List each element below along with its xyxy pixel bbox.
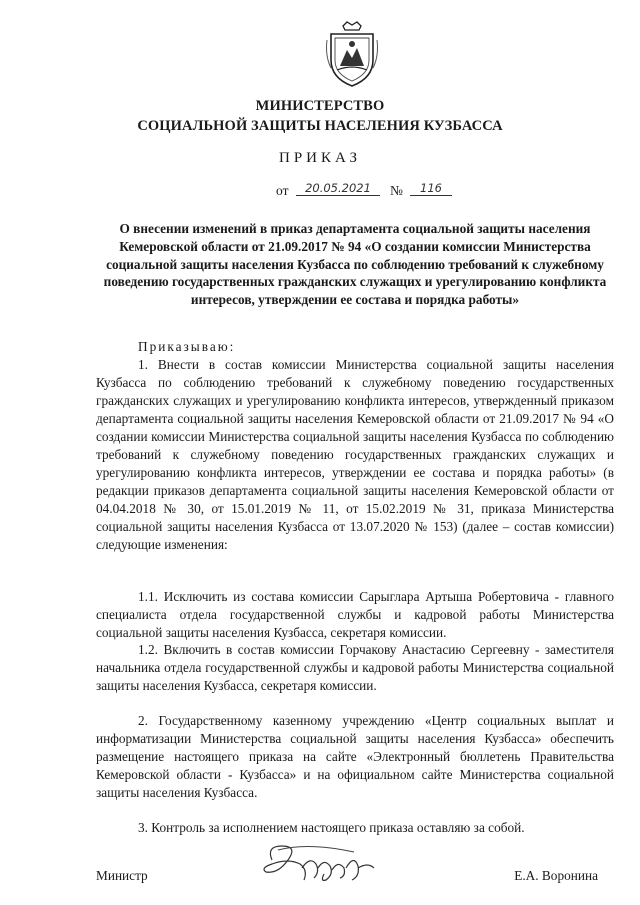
order-subject-heading: О внесении изменений в приказ департамента социальной защиты населения Кемеровской области от 21.09.2017 № 94 «О создании комиссии Министерства социальной защиты населения Кузбасса по соблюдению требований к служебному поведению государственных гражданских служащих и урегулированию конфликта интересов, утверждении ее состава и порядка работы» xyxy=(103,221,607,308)
paragraph-3: 3. Контроль за исполнением настоящего приказа оставляю за собой. xyxy=(138,820,525,835)
coat-of-arms-emblem xyxy=(323,20,381,90)
handwritten-date: 20.05.2021 xyxy=(296,181,380,196)
date-prefix: от xyxy=(276,183,289,198)
paragraph-1-2: 1.2. Включить в состав комиссии Горчакову Анастасию Сергеевну - заместителя начальника отдела государственной службы и кадровой работы Министерства социальной защиты населения Кузбасса, секретаря комиссии. xyxy=(96,642,614,693)
signer-name: Е.А. Воронина xyxy=(514,868,598,883)
ministry-name-line1: МИНИСТЕРСТВО xyxy=(255,98,385,114)
ministry-name-line2: СОЦИАЛЬНОЙ ЗАЩИТЫ НАСЕЛЕНИЯ КУЗБАССА xyxy=(137,118,503,134)
paragraph-1: 1. Внести в состав комиссии Министерства социальной защиты населения Кузбасса по соблюдению требований к служебному поведению государственных гражданских служащих и урегулированию конфликта интересов, утвержденный приказом департамента социальной защиты населения Кемеровской области от 21.09.2017 № 94 «О создании комиссии Министерства социальной защиты населения Кузбасса по соблюдению требований к служебному поведению государственных гражданских служащих и урегулированию конфликта интересов, утверждении ее состава и порядка работы» (в редакции приказов департамента социальной защиты населения Кемеровской области от 04.04.2018 № 30, от 15.01.2019 № 11, от 15.02.2019 № 31, приказа Министерства социальной защиты населения Кузбасса от 13.07.2020 № 153) (далее – состав комиссии) следующие изменения: xyxy=(96,357,614,552)
signer-title: Министр xyxy=(96,868,148,883)
paragraph-1-1: 1.1. Исключить из состава комиссии Сарыглара Артыша Робертовича - главного специалиста отдела государственной службы и кадровой работы Министерства социальной защиты населения Кузбасса, секретаря комиссии. xyxy=(96,589,614,640)
orders-phrase: Приказываю: xyxy=(138,339,236,354)
number-sign: № xyxy=(390,183,403,198)
handwritten-signature xyxy=(258,838,388,888)
document-type-title: ПРИКАЗ xyxy=(279,150,361,166)
paragraph-2: 2. Государственному казенному учреждению «Центр социальных выплат и информатизации Министерства социальной защиты населения Кузбасса» обеспечить размещение настоящего приказа на сайте «Электронный бюллетень Правительства Кемеровской области - Кузбасса» и на официальном сайте Министерства социальной защиты населения Кузбасса. xyxy=(96,713,614,800)
handwritten-number: 116 xyxy=(410,181,452,196)
